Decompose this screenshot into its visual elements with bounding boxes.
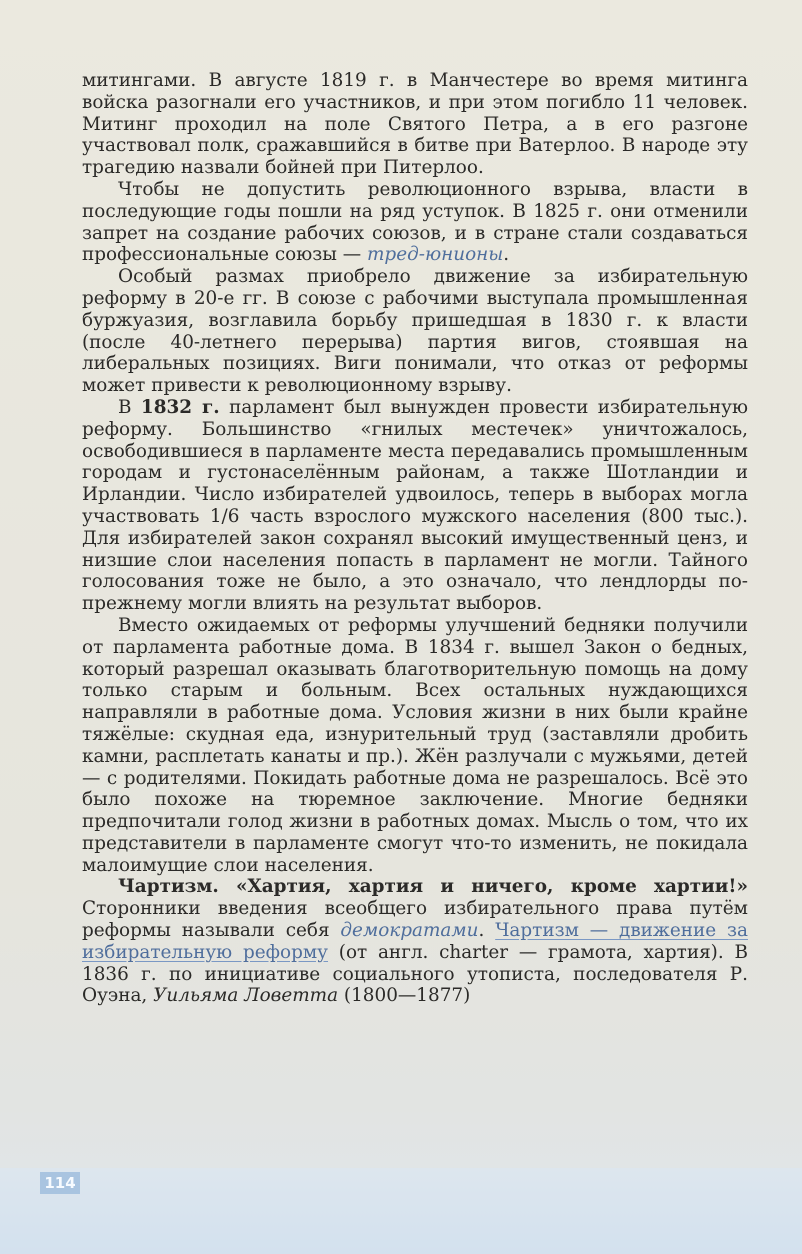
paragraph-6-text-1: Сторонники введения всеобщего избирательного права путём реформы называли себя bbox=[82, 898, 748, 942]
term-trade-unions: тред-юнионы bbox=[366, 244, 504, 266]
paragraph-6-text-4: (1800—1877) bbox=[338, 985, 471, 1007]
paragraph-6-text-3: (от англ. charter — грамота, хартия). В 1836 г. по инициативе социального утописта, последователя Р. Оуэна, bbox=[82, 941, 748, 1007]
section-heading-chartism: Чартизм. «Хартия, хартия и ничего, кроме хартии!» bbox=[118, 876, 748, 898]
paragraph-4-text: парламент был вынужден провести избирательную реформу. Большинство «гнилых местечек» уничтожалось, освободившиеся в парламенте места передавались промышленным городам и густонаселённым районам, а также Шотландии и Ирландии. Число избирателей удвоилось, теперь в выборах могла участвовать 1/6 часть взрослого мужского населения (800 тыс.). Для избирателей закон сохранял высокий имущественный ценз, и низшие слои населения попасть в парламент не могли. Тайного голосования тоже не было, а это означало, что лендлорды по-прежнему могли влиять на результат выборов. bbox=[82, 396, 748, 615]
page-number: 114 bbox=[40, 1172, 80, 1194]
term-democrats: демократами bbox=[340, 920, 479, 942]
year-1832: 1832 г. bbox=[140, 396, 220, 418]
paragraph-1: митингами. В августе 1819 г. в Манчестере во время митинга войска разогнали его участников, и при этом погибло 11 человек. Митинг проходил на поле Святого Петра, а в его разгоне участвовал полк, сражавшийся в битве при Ватерлоо. В народе эту трагедию назвали бойней при Питерлоо. bbox=[82, 70, 748, 179]
paragraph-4 bbox=[82, 397, 748, 615]
paragraph-2-text: Чтобы не допустить революционного взрыва, власти в последующие годы пошли на ряд уступок. В 1825 г. они отменили запрет на создание рабочих союзов, и в стране стали создаваться профессиональные союзы — bbox=[82, 178, 748, 266]
paragraph-3: Особый размах приобрело движение за избирательную реформу в 20-е гг. В союзе с рабочими выступала промышленная буржуазия, возглавила борьбу пришедшая в 1830 г. к власти (после 40-летнего перерыва) партия вигов, стоявшая на либеральных позициях. Виги понимали, что отказ от реформы может привести к революционному взрыву. bbox=[82, 266, 748, 397]
paragraph-6-text-2: . bbox=[478, 920, 496, 942]
definition-chartism: Чартизм — движение за избирательную реформу bbox=[82, 920, 748, 963]
paragraph-4-lead: В bbox=[118, 396, 141, 418]
page-text bbox=[82, 70, 748, 1007]
name-william-lovett: Уильяма Ловетта bbox=[153, 985, 339, 1007]
bottom-color-band bbox=[0, 1168, 802, 1254]
paragraph-5: Вместо ожидаемых от реформы улучшений бедняки получили от парламента работные дома. В 1834 г. вышел Закон о бедных, который разрешал оказывать благотворительную помощь на дому только старым и больным. Всех остальных нуждающихся направляли в работные дома. Условия жизни в них были крайне тяжёлые: скудная еда, изнурительный труд (заставляли дробить камни, расплетать канаты и пр.). Жён разлучали с мужьями, детей — с родителями. Покидать работные дома не разрешалось. Всё это было похоже на тюремное заключение. Многие бедняки предпочитали голод жизни в работных домах. Мысль о том, что их представители в парламенте смогут что-то изменить, не покидала малоимущие слои населения. bbox=[82, 614, 748, 876]
paragraph-6 bbox=[82, 876, 748, 1007]
paragraph-2 bbox=[82, 179, 748, 266]
paragraph-2-end: . bbox=[503, 244, 510, 266]
